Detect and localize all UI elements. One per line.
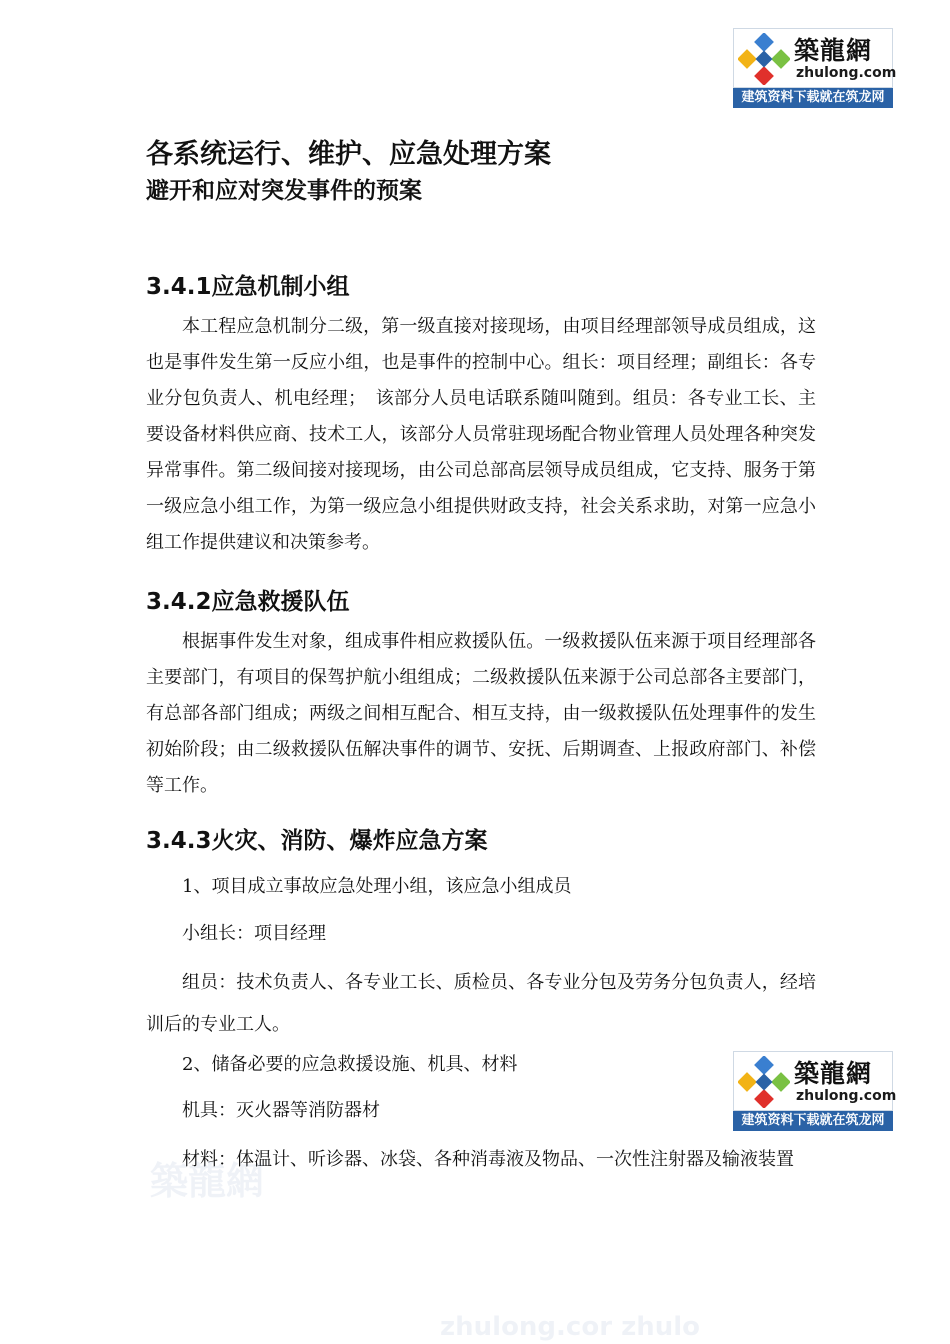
- tools-text: 机具：灭火器等消防器材: [182, 1100, 380, 1121]
- item-2-text: 2、储备必要的应急救援设施、机具、材料: [182, 1054, 518, 1075]
- logo-domain: zhulong.com: [796, 65, 897, 81]
- watermark-brand: 築龍網: [150, 1159, 265, 1203]
- zhulong-logo-bottom: [733, 1051, 897, 1131]
- document-subtitle: 避开和应对突发事件的预案: [146, 178, 422, 204]
- logo-panel: [733, 1051, 897, 1111]
- logo-panel: [733, 28, 897, 88]
- section-heading-343: 3.4.3火灾、消防、爆炸应急方案: [146, 828, 488, 854]
- group-leader-text: 小组长：项目经理: [182, 923, 326, 944]
- snowflake-logo-icon: [738, 1056, 790, 1108]
- section-body-341: 本工程应急机制分二级，第一级直接对接现场，由项目经理部领导成员组成，这也是事件发生第一反应小组，也是事件的控制中心。组长：项目经理；副组长：各专业分包负责人、机电经理； 该部分人员电话联系随叫随到。组员：各专业工长、主要设备材料供应商、技术工人，该部分人员常驻现场配合物业管理人员处理各种突发异常事件。第二级间接对接现场，由公司总部高层领导成员组成，它支持、服务于第一级应急小组工作，为第一级应急小组提供财政支持，社会关系求助，对第一应急小组工作提供建议和决策参考。: [146, 316, 816, 553]
- logo-tagline: 建筑资料下载就在筑龙网: [733, 1111, 893, 1131]
- materials-text: 材料：体温计、听诊器、冰袋、各种消毒液及物品、一次性注射器及输液装置: [182, 1149, 794, 1170]
- snowflake-logo-icon: [738, 33, 790, 85]
- zhulong-logo-top: [733, 28, 897, 108]
- document-title: 各系统运行、维护、应急处理方案: [146, 139, 551, 170]
- logo-tagline: 建筑资料下载就在筑龙网: [733, 88, 893, 108]
- watermark-domain: zhulong.cor zhulo: [440, 1312, 700, 1342]
- logo-domain: zhulong.com: [796, 1088, 897, 1104]
- section-body-342: 根据事件发生对象，组成事件相应救援队伍。一级救援队伍来源于项目经理部各主要部门，有项目的保驾护航小组组成；二级救援队伍来源于公司总部各主要部门，有总部各部门组成；两级之间相互配合、相互支持，由一级救援队伍处理事件的发生初始阶段；由二级救援队伍解决事件的调节、安抚、后期调查、上报政府部门、补偿等工作。: [146, 631, 816, 796]
- group-members-text: 组员：技术负责人、各专业工长、质检员、各专业分包及劳务分包负责人，经培训后的专业工人。: [146, 972, 816, 1035]
- section-heading-342: 3.4.2应急救援队伍: [146, 589, 350, 615]
- item-1-text: 1、项目成立事故应急处理小组，该应急小组成员: [182, 876, 572, 897]
- logo-brand: 築龍網: [794, 1059, 873, 1088]
- logo-brand: 築龍網: [794, 36, 873, 65]
- section-heading-341: 3.4.1应急机制小组: [146, 274, 350, 300]
